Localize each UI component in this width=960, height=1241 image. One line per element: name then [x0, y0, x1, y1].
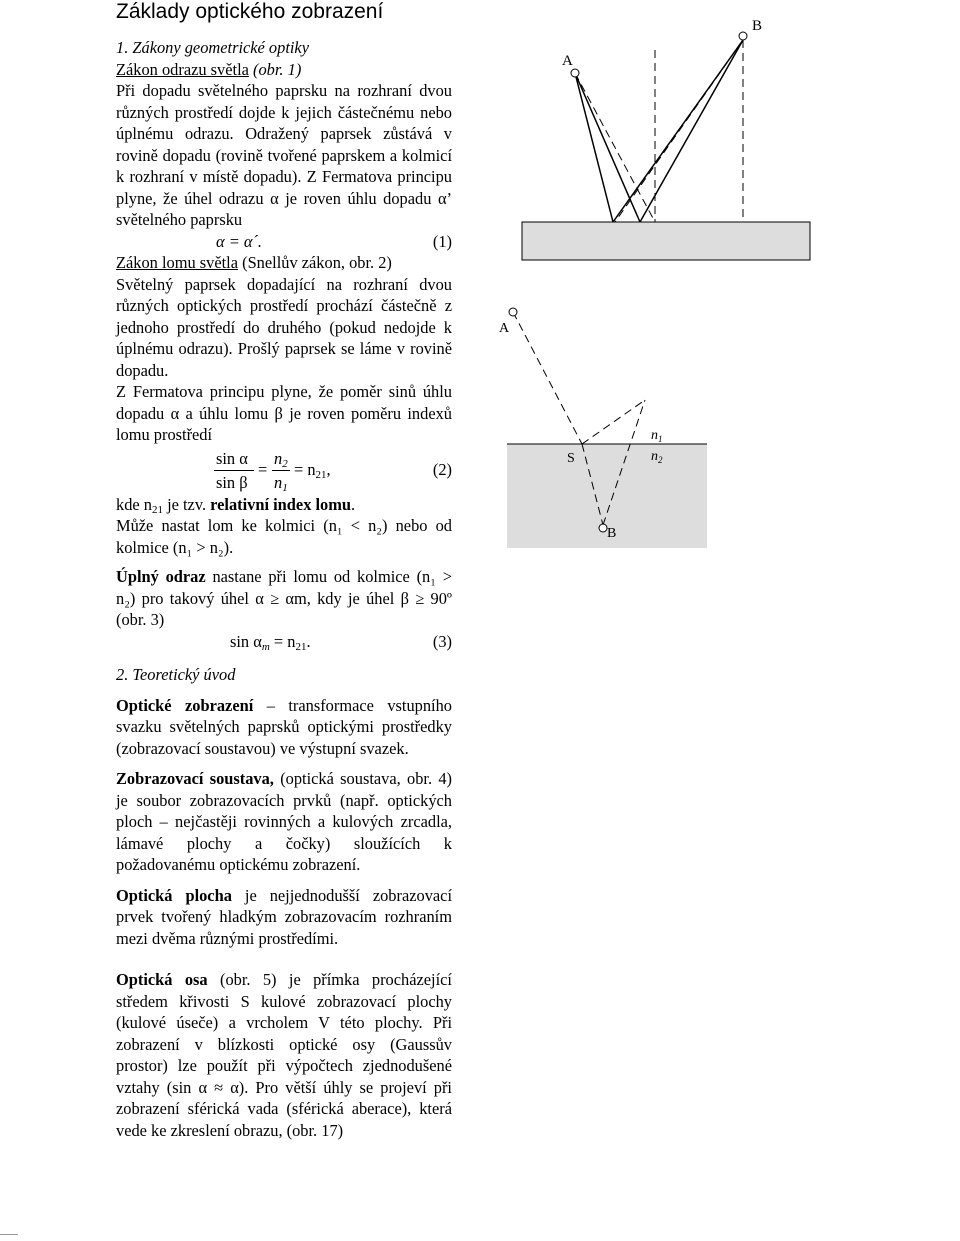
dashed-ray-b	[615, 40, 743, 222]
label-n1: $n_1$	[651, 428, 663, 444]
figure-1-reflection	[515, 0, 815, 265]
point-b-marker	[739, 32, 747, 40]
point-a-marker	[571, 69, 579, 77]
eq2-rhs: = $n_{21}$,	[294, 459, 331, 481]
definition-optical-axis: Optická osa (obr. 5) je přímka procházející středem křivosti S kulové zobrazovací plochy (kulové úseče) a vrcholem V této plochy. Při zobrazení v blízkosti optické osy (Gaussův prostor) lze použít při výpočtech zjednodušené vztahy (sin α ≈ α). Pro větší úhly se projeví při zobrazení sférická vada (sférická aberace), která vede ke zkreslení obrazu, (obr. 17)	[116, 970, 452, 1140]
refraction-direction-text: Může nastat lom ke kolmici (n₁ < n₂) nebo od kolmice (n₁ > n₂).	[116, 516, 452, 557]
eq2-n1: $n_1$	[274, 472, 288, 494]
equation-3-number: (3)	[432, 631, 452, 651]
relative-index-text: kde $n_{21}$ je tzv. relativní index lomu.	[116, 494, 356, 516]
label-b: B	[607, 526, 617, 541]
label-a: A	[499, 321, 510, 336]
equation-3	[116, 631, 452, 653]
refraction-law-text: Světelný paprsek dopadající na rozhraní dvou různých optických prostředí prochází částečně z jednoho prostředí do druhého (pokud nedojde k úplnému odrazu). Prošlý paprsek se láme v rovině dopadu.	[116, 274, 452, 380]
dashed-line-d	[582, 400, 645, 444]
total-reflection-text: Úplný odraz nastane při lomu od kolmice (n₁ > n₂) pro takový úhel α ≥ αm, kdy je úhel β ≥ 90º (obr. 3)	[116, 567, 452, 629]
equation-2-number: (2)	[432, 459, 452, 479]
label-a: A	[562, 53, 573, 69]
page-corner-mark	[0, 1234, 18, 1235]
eq2-n2: $n_2$	[274, 448, 288, 470]
eq2-sin-beta: sin β	[216, 472, 248, 492]
dashed-ray-a	[575, 73, 655, 222]
label-s: S	[567, 451, 575, 466]
reflection-surface	[522, 222, 810, 260]
incident-ray	[513, 312, 582, 444]
equation-2: sin α sin β = $n_2$ $n_1$ = $n_{21}$, (2)	[216, 448, 452, 494]
section-1-heading: 1. Zákony geometrické optiky	[116, 38, 309, 57]
left-column	[116, 37, 452, 1141]
figure-2-refraction	[495, 300, 715, 550]
definition-optical-imaging: Optické zobrazení – transformace vstupního svazku světelných paprsků optickými prostředky (zobrazovací soustavou) ve výstupní svazek.	[116, 695, 452, 758]
fermat-text: Z Fermatova principu plyne, že poměr sinů úhlu dopadu α a úhlu lomu β je roven poměru indexů lomu prostředí	[116, 382, 452, 444]
point-b-marker	[599, 524, 607, 532]
label-b: B	[752, 18, 763, 34]
eq2-sin-alpha: sin α	[216, 448, 248, 468]
page-title: Základy optického zobrazení	[116, 0, 384, 23]
definition-imaging-system: Zobrazovací soustava, (optická soustava, obr. 4) je soubor zobrazovacích prvků (např. optických ploch – nejčastěji rovinných a kulových zrcadla, lámavé plochy a čočky) sloužících k požadovanému optickému zobrazení.	[116, 769, 452, 874]
reflection-law-text: Při dopadu světelného paprsku na rozhraní dvou různých prostředí dojde k jejich částečnému nebo úplnému odrazu. Odražený paprsek zůstává v rovině dopadu (rovině tvořené paprskem a kolmicí k rozhraní v místě dopadu). Z Fermatova principu plyne, že úhel odrazu α je roven úhlu dopadu α’ světelného paprsku	[116, 81, 452, 229]
equation-1-body: α = α´.	[216, 231, 263, 251]
equation-1-number: (1)	[432, 231, 452, 251]
label-n2: $n_2$	[651, 449, 663, 465]
definition-optical-surface: Optická plocha je nejjednodušší zobrazovací prvek tvořený hladkým zobrazovacím rozhraním mezi dvěma různými prostředími.	[116, 885, 452, 948]
equation-1	[116, 231, 452, 253]
reflection-law-heading: Zákon odrazu světla (obr. 1)	[116, 59, 302, 79]
section-2-heading: 2. Teoretický úvod	[116, 665, 236, 684]
point-a-marker	[509, 308, 517, 316]
equation-3-body: $\sin \alpha_m = n_{21}$.	[230, 631, 311, 653]
refraction-law-heading: Zákon lomu světla (Snellův zákon, obr. 2)	[116, 253, 392, 272]
